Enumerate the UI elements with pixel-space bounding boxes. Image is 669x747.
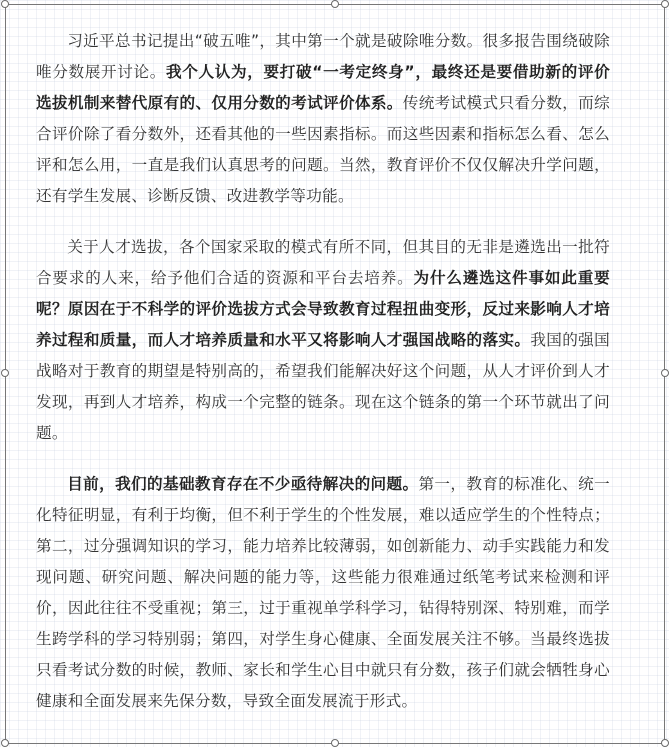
- resize-handle-top-center[interactable]: [331, 0, 339, 8]
- resize-handle-middle-left[interactable]: [1, 369, 9, 377]
- text-content[interactable]: [36, 26, 610, 737]
- resize-handle-bottom-right[interactable]: [661, 739, 669, 747]
- paragraph-2-text-2: 我国的强国战略对于教育的期望是特别高的，希望我们能解决好这个问题，从人才评价到人才发现，再到人才培养，构成一个完整的链条。现在这个链条的第一个环节就出了问题。: [36, 331, 610, 442]
- paragraph-1-text-1: 习近平总书记提出“破五唯”，其中第一个就是破除唯分数。很多报告围绕破除唯分数展开讨论。: [36, 32, 610, 81]
- paragraph-1: [36, 26, 610, 212]
- resize-handle-middle-right[interactable]: [661, 369, 669, 377]
- paragraph-1-text-2: 传统考试模式只看分数，而综合评价除了看分数外，还看其他的一些因素指标。而这些因素和指标怎么看、怎么评和怎么用，一直是我们认真思考的问题。当然，教育评价不仅仅解决升学问题，还有学生发展、诊断反馈、改进教学等功能。: [36, 94, 610, 205]
- resize-handle-top-right[interactable]: [661, 0, 669, 8]
- paragraph-3-text-1: 第一，教育的标准化、统一化特征明显，有利于均衡，但不利于学生的个性发展，难以适应学生的个性特点；第二，过分强调知识的学习，能力培养比较薄弱，如创新能力、动手实践能力和发现问题、研究问题、解决问题的能力等，这些能力很难通过纸笔考试来检测和评价，因此往往不受重视；第三，过于重视单学科学习，钻得特别深、特别难，而学生跨学科的学习特别弱；第四，对学生身心健康、全面发展关注不够。当最终选拔只看考试分数的时候，教师、家长和学生心目中就只有分数，孩子们就会牺牲身心健康和全面发展来先保分数，导致全面发展流于形式。: [36, 475, 610, 710]
- paragraph-2-text-1: 关于人才选拔，各个国家采取的模式有所不同，但其目的无非是遴选出一批符合要求的人来，给予他们合适的资源和平台去培养。: [36, 238, 610, 287]
- paragraph-2: [36, 232, 610, 449]
- resize-handle-bottom-left[interactable]: [1, 739, 9, 747]
- resize-handle-top-left[interactable]: [1, 0, 9, 8]
- paragraph-2-emphasis: 为什么遴选这件事如此重要呢？原因在于不科学的评价选拔方式会导致教育过程扭曲变形，反过来影响人才培养过程和质量，而人才培养质量和水平又将影响人才强国战略的落实。: [36, 269, 610, 349]
- resize-handle-bottom-center[interactable]: [331, 739, 339, 747]
- paragraph-1-emphasis: 我个人认为，要打破“一考定终身”，最终还是要借助新的评价选拔机制来替代原有的、仅用分数的考试评价体系。: [36, 63, 610, 112]
- paragraph-3-emphasis: 目前，我们的基础教育存在不少亟待解决的问题。: [67, 475, 419, 493]
- paragraph-3: [36, 469, 610, 717]
